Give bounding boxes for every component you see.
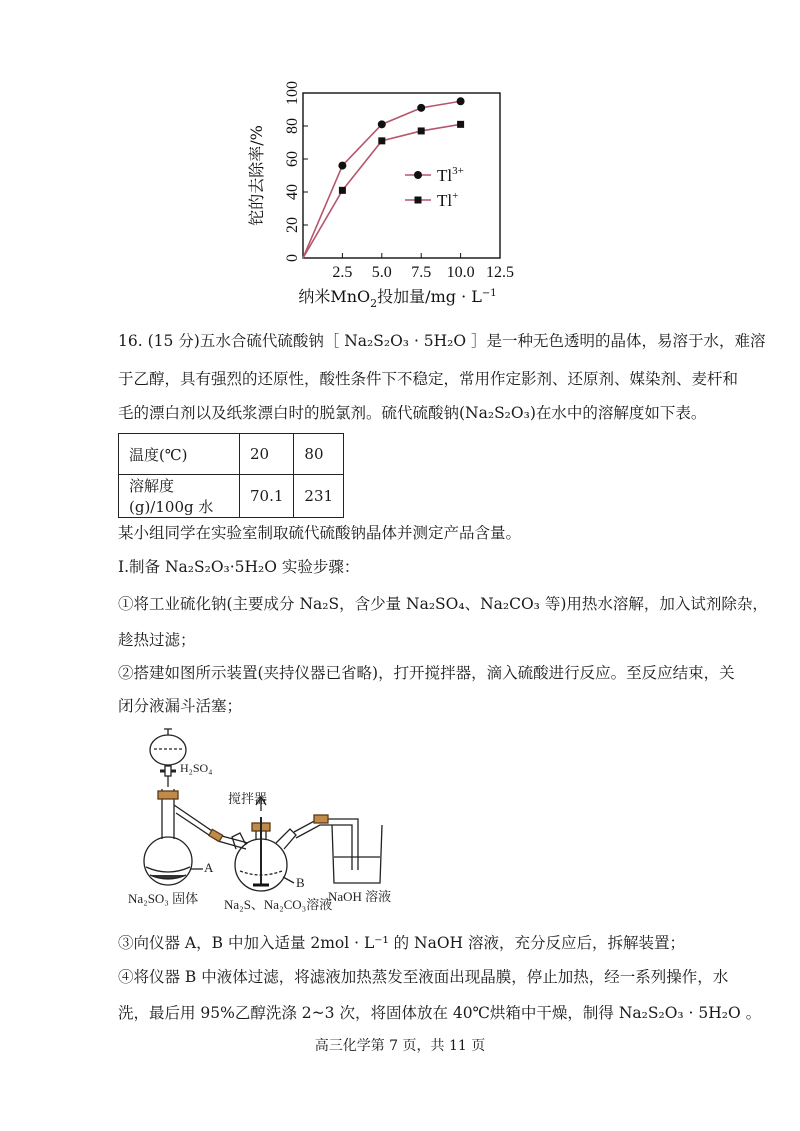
q16-line-3: 毛的漂白剂以及纸浆漂白时的脱氯剂。硫代硫酸钠(Na₂S₂O₃)在水中的溶解度如下表。 — [118, 404, 707, 422]
y-tick-label: 100 — [284, 81, 301, 105]
legend-marker — [414, 171, 422, 179]
table-cell: 80 — [294, 434, 344, 475]
data-point-square — [339, 187, 346, 194]
data-point-square — [418, 127, 425, 134]
h2so4-label: H₂SO₄ — [180, 761, 213, 775]
x-tick-label: 5.0 — [371, 264, 392, 281]
data-point-circle — [338, 162, 346, 170]
y-tick-label: 20 — [284, 217, 301, 233]
x-tick-label: 2.5 — [332, 264, 353, 281]
stirrer-label: 搅拌器 — [228, 791, 268, 806]
step-1-line-1: ①将工业硫化钠(主要成分 Na₂S，含少量 Na₂SO₄、Na₂CO₃ 等)用热水溶解，加入试剂除杂， — [118, 595, 768, 613]
step-3: ③向仪器 A，B 中加入适量 2mol · L⁻¹ 的 NaOH 溶液，充分反应后，拆解装置； — [118, 934, 685, 952]
data-point-circle — [457, 97, 465, 105]
x-tick-label: 7.5 — [411, 264, 432, 281]
step-2-line-1: ②搭建如图所示装置(夹持仪器已省略)，打开搅拌器，滴入硫酸进行反应。至反应结束，关 — [118, 664, 735, 682]
data-point-square — [378, 137, 385, 144]
intro-text: 某小组同学在实验室制取硫代硫酸钠晶体并测定产品含量。 — [118, 524, 522, 542]
flask-a-label: A — [204, 860, 214, 875]
plot-frame — [303, 93, 500, 258]
naoh-label: NaOH 溶液 — [328, 889, 392, 904]
chart-plot-area — [247, 81, 514, 310]
table-cell: 231 — [294, 475, 344, 518]
step-4-line-2: 洗，最后用 95%乙醇洗涤 2~3 次，将固体放在 40℃烘箱中干燥，制得 Na₂S₂O₃ · 5H₂O 。 — [118, 1004, 762, 1022]
separating-funnel — [150, 729, 186, 787]
step-1-line-2: 趁热过滤； — [118, 631, 196, 649]
q16-line-1: 16. (15 分)五水合硫代硫酸钠［ Na₂S₂O₃ · 5H₂O ］是一种无色透明的晶体，易溶于水，难溶 — [118, 332, 766, 350]
y-tick-label: 80 — [284, 118, 301, 134]
y-tick-label: 60 — [284, 151, 301, 167]
flask-a — [144, 789, 192, 885]
table-cell: 温度(℃) — [119, 434, 240, 475]
beaker — [332, 825, 382, 883]
y-tick-label: 40 — [284, 184, 301, 200]
data-point-square — [457, 121, 464, 128]
data-point-circle — [417, 104, 425, 112]
legend-label: $Tl^{3+}$ — [437, 165, 464, 185]
step-2-line-2: 闭分液漏斗活塞； — [118, 697, 243, 715]
flask-b — [232, 817, 296, 891]
table-row — [119, 475, 344, 518]
flask-b-label: B — [296, 875, 305, 890]
step-4-line-1: ④将仪器 B 中液体过滤，将滤液加热蒸发至液面出现晶膜，停止加热，经一系列操作，水 — [118, 968, 729, 986]
table-row — [119, 434, 344, 475]
y-tick-label: 0 — [284, 254, 301, 262]
na2s-label: Na₂S、Na₂CO₃溶液 — [224, 897, 333, 912]
solubility-table — [118, 433, 344, 518]
removal-rate-chart — [240, 78, 540, 313]
na2so3-label: Na₂SO₃ 固体 — [128, 891, 199, 906]
x-axis-label: 纳米MnO$_2$投加量$/mg \cdot L^{-1}$ — [298, 287, 497, 310]
q16-line-2: 于乙醇，具有强烈的还原性，酸性条件下不稳定，常用作定影剂、还原剂、媒染剂、麦杆和 — [118, 370, 739, 388]
page-footer: 高三化学第 7 页，共 11 页 — [314, 1038, 486, 1054]
step-title: I.制备 Na₂S₂O₃·5H₂O 实验步骤： — [118, 558, 360, 576]
x-tick-label: 12.5 — [486, 264, 514, 281]
y-axis-label: 铊的去除率/% — [247, 125, 266, 226]
table-cell: 70.1 — [240, 475, 294, 518]
apparatus-diagram — [118, 725, 498, 920]
table-cell: 溶解度(g)/100g 水 — [119, 475, 240, 518]
legend-label: Tl+ — [437, 190, 459, 210]
table-cell: 20 — [240, 434, 294, 475]
data-point-circle — [378, 120, 386, 128]
legend-marker — [415, 197, 422, 204]
x-tick-label: 10.0 — [446, 264, 475, 281]
